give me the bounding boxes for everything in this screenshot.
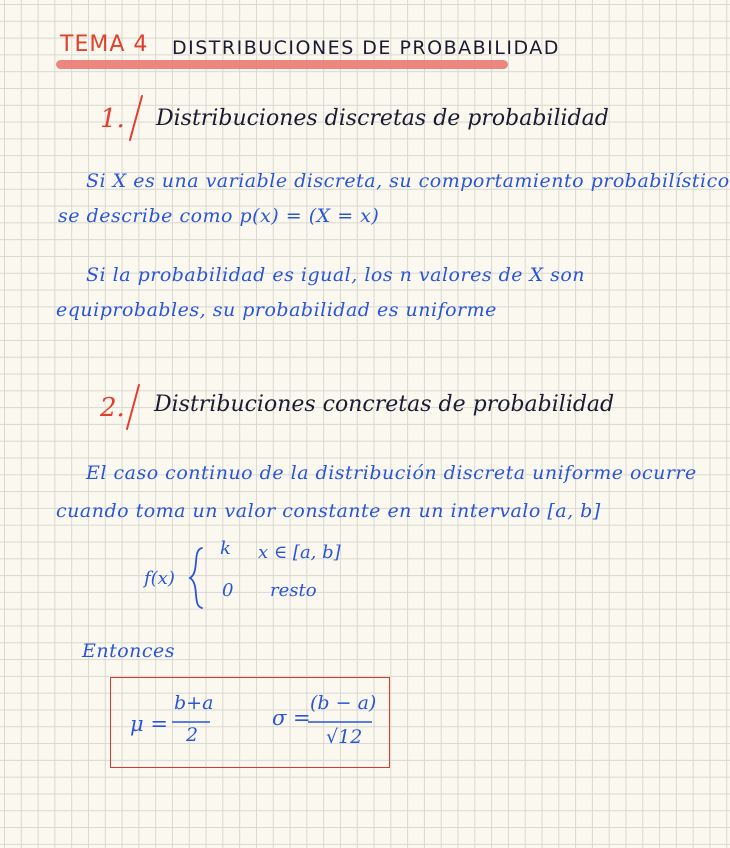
s1-paragraph1-line1: Si X es una variable discreta, su comportamiento probabilístico (86, 170, 730, 192)
title-highlight-bar (56, 60, 508, 69)
page-title: DISTRIBUCIONES DE PROBABILIDAD (172, 37, 560, 59)
section1-number: 1. (100, 104, 125, 134)
s2-paragraph1-line2: cuando toma un valor constante en un intervalo [a, b] (56, 500, 601, 522)
mu-symbol: μ = (130, 712, 168, 736)
entonces-label: Entonces (82, 640, 176, 662)
sigma-symbol: σ = (272, 706, 311, 730)
sigma-numerator: (b − a) (310, 692, 377, 714)
s1-paragraph2-line2: equiprobables, su probabilidad es uniforme (56, 299, 497, 321)
piecewise-case2-value: 0 (222, 580, 234, 601)
s1-paragraph2-line1: Si la probabilidad es igual, los n valores de X son (86, 264, 586, 286)
section2-title: Distribuciones concretas de probabilidad (154, 392, 615, 417)
piecewise-fx: f(x) (144, 568, 175, 589)
piecewise-case2-condition: resto (270, 580, 317, 601)
tema-label: TEMA 4 (60, 32, 149, 57)
mu-numerator: b+a (174, 692, 214, 714)
sigma-fraction-bar (308, 720, 374, 724)
s1-paragraph1-line2: se describe como p(x) = (X = x) (58, 205, 380, 227)
mu-denominator: 2 (186, 724, 199, 746)
sigma-denominator: √12 (326, 726, 363, 748)
section2-slash (123, 383, 143, 431)
section2-number: 2. (100, 393, 125, 423)
piecewise-brace (186, 546, 210, 610)
section1-title: Distribuciones discretas de probabilidad (156, 106, 609, 131)
section1-slash (126, 94, 146, 142)
s2-paragraph1-line1: El caso continuo de la distribución discreta uniforme ocurre (86, 462, 697, 484)
piecewise-case1-condition: x ∈ [a, b] (258, 542, 341, 563)
piecewise-case1-value: k (220, 538, 231, 559)
